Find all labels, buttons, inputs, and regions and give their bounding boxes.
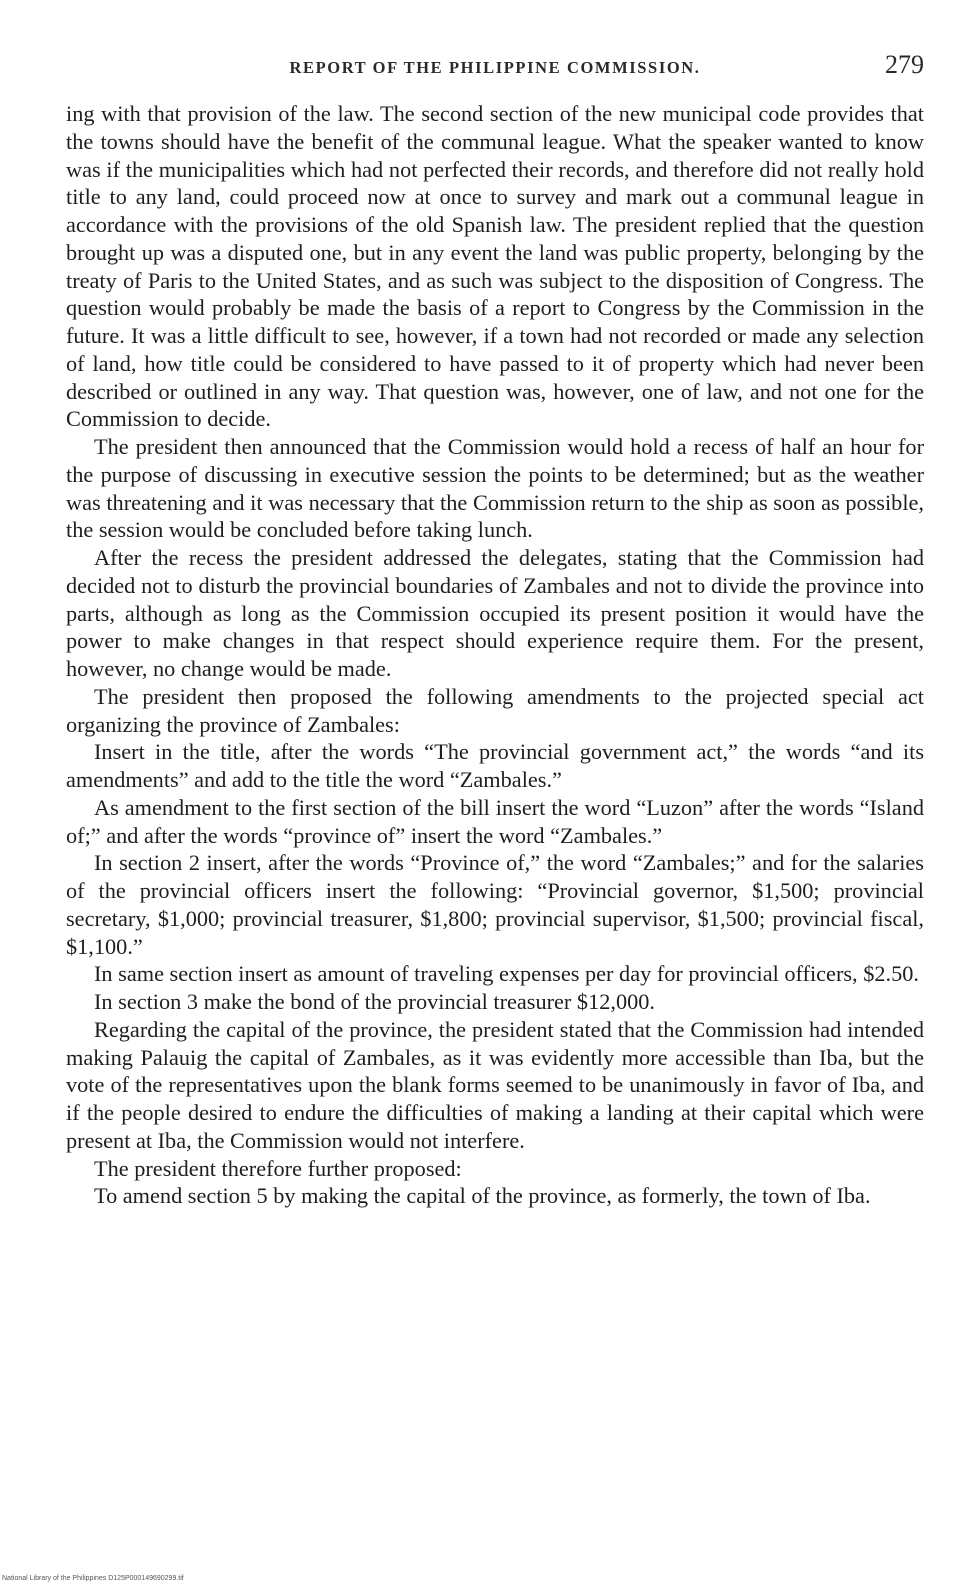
paragraph-continuation: ing with that provision of the law. The second section of the new municipal code provides that the towns should have the benefit of the communal league. What the speaker wanted to know was if the municipalities which had not perfected their records, and therefore did not really hold title to any land, could proceed now at once to survey and mark out a communal league in accordance with the provisions of the old Spanish law. The president replied that the question brought up was a disputed one, but in any event the land was public property, belonging by the treaty of Paris to the United States, and as such was subject to the disposition of Congress. The question would probably be made the basis of a report to Congress by the Commission in the future. It was a little difficult to see, however, if a town had not recorded or made any selection of land, how title could be considered to have passed to it of property which had never been described or outlined in any way. That question was, however, one of law, and not one for the Commission to decide. — [66, 101, 924, 432]
paragraph-section-5-amendment: To amend section 5 by making the capital of the province, as formerly, the town of Iba. — [94, 1183, 871, 1209]
paragraph-capital-discussion: Regarding the capital of the province, the president stated that the Commission had intended making Palauig the capital of Zambales, as it was evidently more accessible than Iba, but the vote of the representatives upon the blank forms seemed to be unanimously in favor of Iba, and if the people desired to endure the difficulties of making a landing at their capital which were present at Iba, the Commission would not interfere. — [66, 1016, 924, 1153]
scan-credit: National Library of the Philippines D125P000149690299.tif — [2, 1575, 184, 1582]
page-number: 279 — [885, 50, 924, 79]
paragraph-traveling-expenses: In same section insert as amount of traveling expenses per day for provincial officers, $2.50. — [94, 961, 919, 987]
paragraph-amendments-intro: The president then proposed the following amendments to the projected special act organizing the province of Zambales: — [66, 683, 924, 737]
paragraph-further-proposal: The president therefore further proposed: — [94, 1155, 462, 1181]
paragraph-recess-announcement: The president then announced that the Commission would hold a recess of half an hour for the purpose of discussing in executive session the points to be determined; but as the weather was threatening and it was necessary that the Commission return to the ship as soon as possible, the session would be concluded before taking lunch. — [66, 434, 924, 543]
running-title: REPORT OF THE PHILIPPINE COMMISSION. — [289, 58, 701, 77]
paragraph-section-2-salaries: In section 2 insert, after the words “Province of,” the word “Zambales;” and for the salaries of the provincial officers insert the following: “Provincial governor, $1,500; provincial secretary, $1,000; provincial treasurer, $1,800; provincial supervisor, $1,500; provincial fiscal, $1,100.” — [66, 850, 924, 959]
paragraph-treasurer-bond: In section 3 make the bond of the provincial treasurer $12,000. — [94, 989, 655, 1014]
paragraph-boundaries-decision: After the recess the president addressed the delegates, stating that the Commission had decided not to disturb the provincial boundaries of Zambales and not to divide the province into parts, although as long as the Commission occupied its present position it would have the power to make changes in that respect should experience require them. For the present, however, no change would be made. — [66, 545, 924, 681]
page-header — [66, 50, 924, 90]
paragraph-title-amendment: Insert in the title, after the words “The provincial government act,” the words “and its amendments” and add to the title the word “Zambales.” — [66, 739, 924, 792]
body-text — [66, 100, 924, 1210]
paragraph-first-section-amendment: As amendment to the first section of the bill insert the word “Luzon” after the words “Island of;” and after the words “province of” insert the word “Zambales.” — [66, 794, 924, 848]
